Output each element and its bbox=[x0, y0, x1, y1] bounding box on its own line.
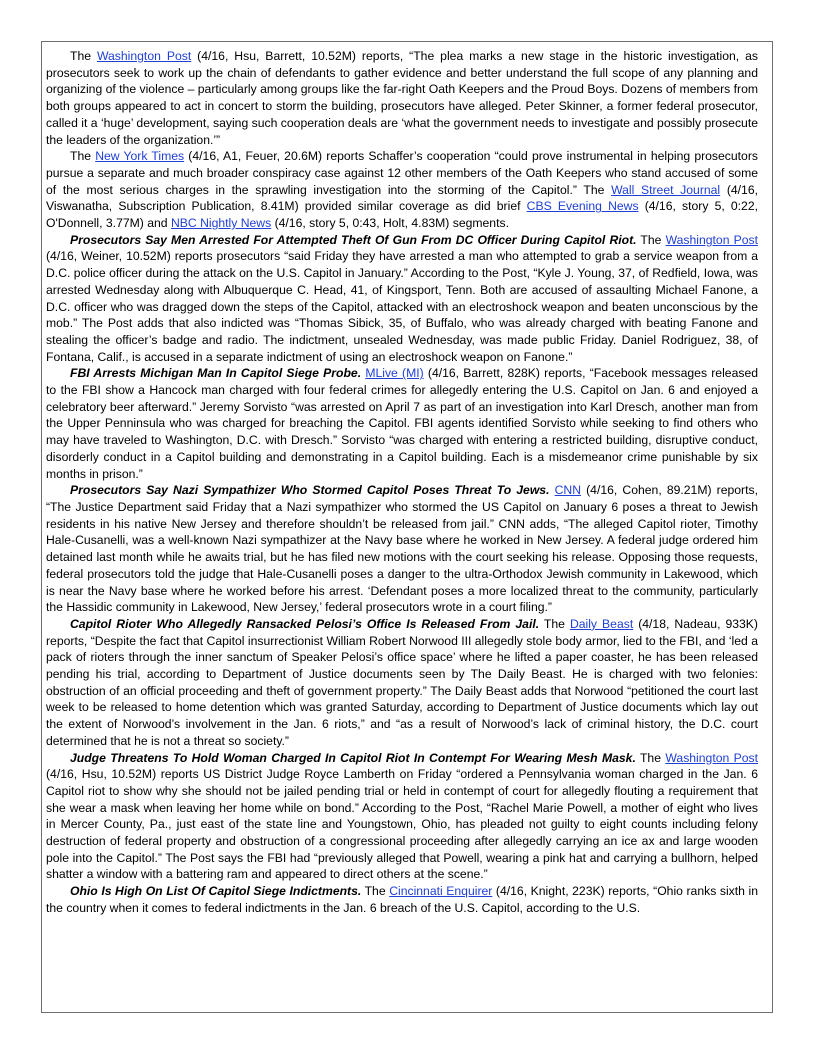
source-link-washington-post[interactable]: Washington Post bbox=[665, 232, 758, 247]
paragraph-ohio-indictments: Ohio Is High On List Of Capitol Siege Indictments. The Cincinnati Enquirer (4/16, Knight, 223K) reports, “Ohio ranks sixth in the country when it comes to federal indictments in the Jan. 6 breach of the U.S. Capitol, according to the U.S. bbox=[46, 884, 758, 915]
source-link-cincinnati-enquirer[interactable]: Cincinnati Enquirer bbox=[389, 884, 493, 899]
source-link-mlive[interactable]: MLive (MI) bbox=[365, 366, 424, 381]
source-link-nbc-nightly-news[interactable]: NBC Nightly News bbox=[170, 216, 272, 231]
paragraph-michigan-arrest: FBI Arrests Michigan Man In Capitol Siege Probe. MLive (MI) (4/16, Barrett, 828K) reports, “Facebook messages released to the FBI show a Hancock man charged with four federal crimes for allegedly entering the U.S. Capitol on Jan. 6 and enjoyed a celebratory beer afterward.” Jeremy Sorvisto “was arrested on April 7 as part of an investigation into Karl Dresch, another man from the Upper Penninsula who was charged for breaching the Capitol. FBI agents identified Sorvisto while seeking to find others who may have traveled to Washington, D.C. with Dresch.” Sorvisto “was charged with entering a restricted building, disruptive conduct, disorderly conduct in a Capitol building and demonstrating in a Capitol building. Each is a misdemeanor crime punishable by six months in prison.” bbox=[46, 366, 758, 481]
article-headline: Prosecutors Say Nazi Sympathizer Who Stormed Capitol Poses Threat To Jews. bbox=[70, 483, 550, 498]
news-clipping-body bbox=[46, 48, 758, 917]
paragraph-gun-theft: Prosecutors Say Men Arrested For Attempted Theft Of Gun From DC Officer During Capitol Riot. The Washington Post (4/16, Weiner, 10.52M) reports prosecutors “said Friday they have arrested a man who attempted to grab a service weapon from a D.C. police officer during the attack on the U.S. Capitol in January.” According to the Post, “Kyle J. Young, 37, of Redfield, Iowa, was arrested Wednesday along with Albuquerque C. Head, 41, of Kingsport, Tenn. Both are accused of assaulting Michael Fanone, a D.C. officer who was dragged down the steps of the Capitol, attacked with an electroshock weapon and beaten unconscious by the mob.” The Post adds that also indicted was “Thomas Sibick, 35, of Buffalo, who was already charged with beating Fanone and stealing the officer’s badge and radio. The indictment, unsealed Wednesday, was made public Friday. Daniel Rodriguez, 38, of Fontana, Calif., is accused in a separate indictment of using an electroshock weapon on Fanone.” bbox=[46, 232, 758, 364]
article-headline: Capitol Rioter Who Allegedly Ransacked Pelosi’s Office Is Released From Jail. bbox=[70, 616, 540, 631]
source-link-cnn[interactable]: CNN bbox=[554, 483, 581, 498]
article-headline: FBI Arrests Michigan Man In Capitol Siege Probe. bbox=[70, 366, 362, 381]
source-link-new-york-times[interactable]: New York Times bbox=[95, 149, 185, 164]
paragraph-mesh-mask: Judge Threatens To Hold Woman Charged In Capitol Riot In Contempt For Wearing Mesh Mask. The Washington Post (4/16, Hsu, 10.52M) reports US District Judge Royce Lamberth on Friday “ordered a Pennsylvania woman charged in the Jan. 6 Capitol riot to show why she should not be jailed pending trial or held in contempt of court for allegedly flouting a requirement that she wear a mask when leaving her home while on bond.” According to the Post, “Rachel Marie Powell, a mother of eight who lives in Mercer County, Pa., just east of the state line and Youngstown, Ohio, has pleaded not guilty to eight counts including felony destruction of federal property and obstruction of a congressional proceeding after allegedly carrying an ice ax and large wooden pole into the Capitol.” The Post says the FBI had “previously alleged that Powell, wearing a pink hat and carrying a bullhorn, helped shatter a window with a battering ram and appeared to direct others at the scene.” bbox=[46, 750, 759, 882]
paragraph-pelosi-office: Capitol Rioter Who Allegedly Ransacked Pelosi’s Office Is Released From Jail. The Daily Beast (4/18, Nadeau, 933K) reports, “Despite the fact that Capitol insurrectionist William Robert Norwood III allegedly stole body armor, lied to the FBI, and ‘led a pack of rioters through the inner sanctum of Speaker Pelosi’s office space’ where he lifted a paper coaster, he has been released pending his trial, according to Department of Justice documents seen by The Daily Beast. He is charged with two felonies: obstruction of an official proceeding and theft of government property.” The Daily Beast adds that Norwood “petitioned the court last week to be released to home detention which was granted Saturday, according to Department of Justice documents which lay out the extent of Norwood’s involvement in the Jan. 6 riots,” and “as a result of Norwood’s lack of criminal history, the D.C. court determined that he is not a threat so society.” bbox=[46, 616, 758, 748]
article-headline: Prosecutors Say Men Arrested For Attempted Theft Of Gun From DC Officer During Capitol Riot. bbox=[70, 232, 637, 247]
source-link-daily-beast[interactable]: Daily Beast bbox=[569, 616, 634, 631]
source-link-washington-post[interactable]: Washington Post bbox=[96, 49, 192, 63]
source-link-cbs-evening-news[interactable]: CBS Evening News bbox=[526, 199, 639, 214]
paragraph-nazi-sympathizer: Prosecutors Say Nazi Sympathizer Who Stormed Capitol Poses Threat To Jews. CNN (4/16, Cohen, 89.21M) reports, “The Justice Department said Friday that a Nazi sympathizer who stormed the US Capitol on January 6 poses a threat to Jewish residents in his native New Jersey and therefore shouldn’t be released from jail.” CNN adds, “The alleged Capitol rioter, Timothy Hale-Cusanelli, was a well-known Nazi sympathizer at the Navy base where he worked in New Jersey. A federal judge ordered him detained last month while he awaits trial, but he has filed new motions with the court seeking his release. Opposing those requests, federal prosecutors told the judge that Hale-Cusanelli poses a danger to the ultra-Orthodox Jewish community in Lakewood, which is near the Navy base where he worked before his arrest. ‘Defendant poses a more localized threat to the community, particularly the Hassidic community in Lakewood, New Jersey,’ federal prosecutors wrote in a court filing.” bbox=[46, 483, 758, 615]
source-link-wall-street-journal[interactable]: Wall Street Journal bbox=[611, 182, 721, 197]
article-headline: Judge Threatens To Hold Woman Charged In Capitol Riot In Contempt For Wearing Mesh Mask. bbox=[70, 750, 636, 765]
paragraph-wapo-plea: The Washington Post (4/16, Hsu, Barrett, 10.52M) reports, “The plea marks a new stage in the historic investigation, as prosecutors seek to work up the chain of defendants to gather evidence and better understand the full scope of any planning and organizing of the violence – particularly among groups like the far-right Oath Keepers and the Proud Boys. Dozens of members from both groups appeared to act in concert to storm the building, prosecutors have alleged. Peter Skinner, a former federal prosecutor, called it a ‘huge’ development, saying such cooperation deals are ‘what the government needs to investigate and possibly prosecute the leaders of the organization.’” bbox=[46, 49, 758, 147]
source-link-washington-post[interactable]: Washington Post bbox=[665, 750, 759, 765]
paragraph-nyt-schaffer: The New York Times (4/16, A1, Feuer, 20.6M) reports Schaffer’s cooperation “could prove instrumental in helping prosecutors pursue a separate and much broader conspiracy case against 12 other members of the Oath Keepers who stand accused of some of the most serious charges in the sprawling investigation into the storming of the Capitol.” The Wall Street Journal (4/16, Viswanatha, Subscription Publication, 8.41M) provided similar coverage as did brief CBS Evening News (4/16, story 5, 0:22, O'Donnell, 3.77M) and NBC Nightly News (4/16, story 5, 0:43, Holt, 4.83M) segments. bbox=[46, 149, 759, 231]
article-headline: Ohio Is High On List Of Capitol Siege Indictments. bbox=[70, 884, 362, 899]
